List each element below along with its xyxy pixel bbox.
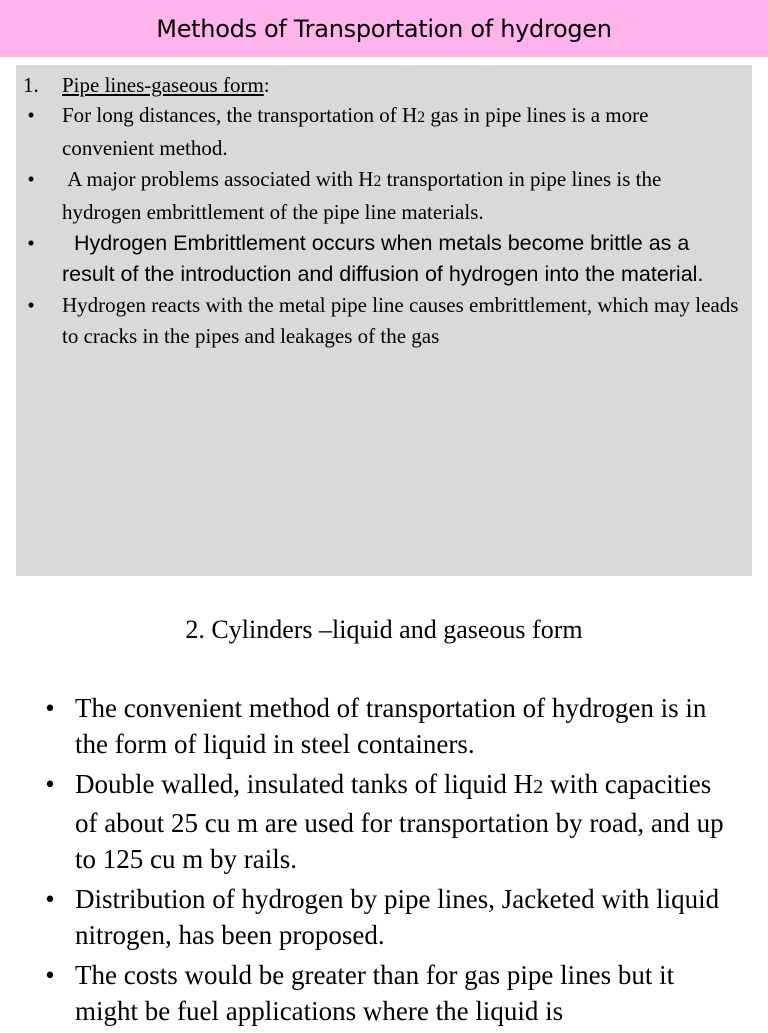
bullet-text: For long distances, the transportation of H xyxy=(62,103,418,127)
bullet-icon: • xyxy=(27,293,35,317)
section-1 xyxy=(23,70,743,352)
bullet-icon: • xyxy=(27,167,35,191)
bullet-text-cont: with capacities of about 25 cu m are used for transportation by road, and up to 125 cu m by rails. xyxy=(75,769,724,874)
list-item xyxy=(23,100,743,164)
section-2-bullet-list xyxy=(42,690,732,1033)
bullet-text: The convenient method of transportation of hydrogen is in the form of liquid in steel containers. xyxy=(75,693,707,759)
subscript: 2 xyxy=(533,776,544,798)
list-item xyxy=(23,290,743,352)
list-item xyxy=(42,881,732,953)
subscript: 2 xyxy=(417,109,426,126)
list-item xyxy=(23,228,743,290)
section-1-heading-colon: : xyxy=(263,73,270,97)
section-1-number: 1. xyxy=(23,73,39,97)
page-title: Methods of Transportation of hydrogen xyxy=(156,14,612,43)
bullet-text: The costs would be greater than for gas pipe lines but it might be fuel applications where the liquid is xyxy=(75,960,675,1026)
list-item xyxy=(42,957,732,1029)
bullet-text: Hydrogen reacts with the metal pipe line causes embrittlement, which may leads to cracks in the pipes and leakages of the gas xyxy=(62,293,739,348)
bullet-icon: • xyxy=(45,693,55,723)
list-item xyxy=(42,766,732,877)
list-item xyxy=(23,164,743,228)
bullet-icon: • xyxy=(45,769,55,799)
section-1-heading-row xyxy=(23,70,743,100)
bullet-text-cont: gas in pipe lines is a more convenient method. xyxy=(62,103,649,160)
bullet-icon: • xyxy=(27,103,35,127)
title-bar xyxy=(0,0,768,57)
list-item xyxy=(42,690,732,762)
bullet-text: A major problems associated with H xyxy=(62,167,374,191)
bullet-icon: • xyxy=(45,960,55,990)
bullet-text: Hydrogen Embrittlement occurs when metals become brittle as a result of the introduction and diffusion of hydrogen into the material. xyxy=(62,231,704,286)
section-1-heading-wrap xyxy=(62,70,270,100)
bullet-icon: • xyxy=(45,884,55,914)
bullet-icon: • xyxy=(27,231,35,255)
bullet-text: Distribution of hydrogen by pipe lines, Jacketed with liquid nitrogen, has been proposed. xyxy=(75,884,720,950)
section-1-heading: Pipe lines-gaseous form xyxy=(62,73,264,97)
subscript: 2 xyxy=(373,173,382,190)
bullet-text-cont: transportation in pipe lines is the hydrogen embrittlement of the pipe line materials. xyxy=(62,167,662,224)
section-2-heading: 2. Cylinders –liquid and gaseous form xyxy=(185,615,583,644)
section-1-bullet-list xyxy=(23,100,743,352)
bullet-text: Double walled, insulated tanks of liquid H xyxy=(75,769,534,799)
